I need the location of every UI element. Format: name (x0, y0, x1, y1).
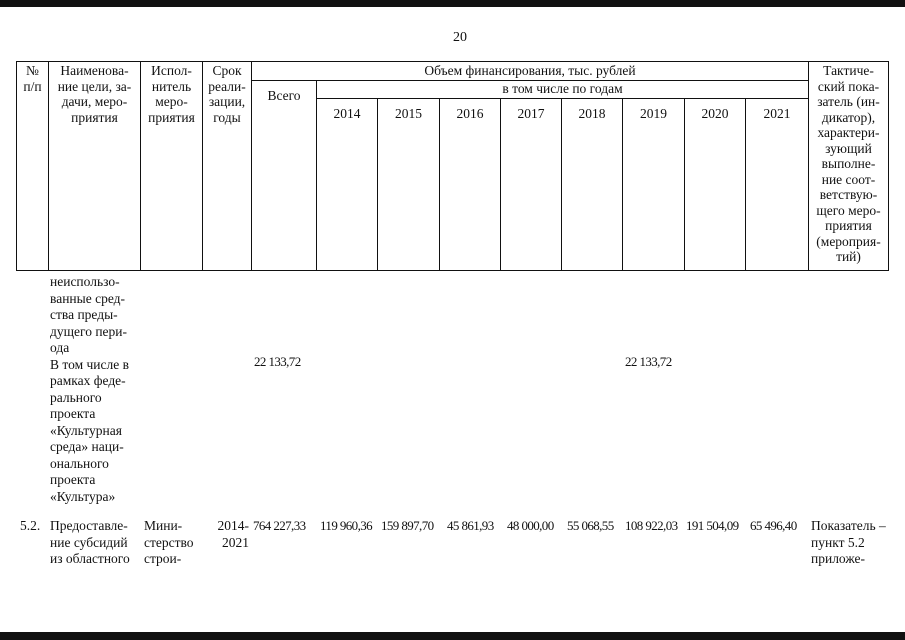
row-term: 2014- 2021 (217, 518, 249, 550)
row-year-value: 191 504,09 (686, 518, 739, 533)
row-year-value: 48 000,00 (507, 518, 554, 533)
page-number: 20 (453, 30, 467, 45)
header-indicator: Тактиче- ский пока- затель (ин- дикатор), характери- зующий выполне- ние соот- ветствую- щего меро- приятия (мероприя- тий) (816, 63, 881, 264)
header-year: 2020 (701, 106, 729, 121)
col-border (561, 98, 562, 271)
row-executor: Мини- стерство строи- (144, 518, 194, 566)
top-border (0, 0, 905, 7)
header-bottom-rule (16, 270, 889, 271)
row-year-value: 65 496,40 (750, 518, 797, 533)
header-year: 2016 (456, 106, 484, 121)
row-number: 5.2. (20, 518, 41, 533)
row-year-value: 45 861,93 (447, 518, 494, 533)
col-border (888, 61, 889, 271)
row-year-value: 119 960,36 (320, 518, 373, 533)
col-border (377, 98, 378, 271)
header-years-group: в том числе по годам (502, 81, 623, 96)
col-border (439, 98, 440, 271)
years-subheader-rule (316, 98, 808, 99)
header-year: 2014 (333, 106, 361, 121)
row-year-value: 55 068,55 (567, 518, 614, 533)
header-year: 2019 (640, 106, 667, 121)
header-total: Всего (267, 88, 301, 103)
header-year: 2021 (763, 106, 791, 121)
row-year-value: 108 922,03 (625, 518, 678, 533)
row-2019-value: 22 133,72 (625, 354, 672, 369)
row-indicator: Показатель – пункт 5.2 приложе- (811, 518, 886, 566)
header-executor: Испол- нитель меро- приятия (148, 63, 195, 125)
header-finance: Объем финансирования, тыс. рублей (424, 63, 636, 78)
header-year: 2017 (517, 106, 545, 121)
bottom-border (0, 632, 905, 640)
row-item-name: Предоставле- ние субсидий из областного (50, 518, 130, 566)
table-top-rule (16, 61, 889, 62)
header-name: Наименова- ние цели, за- дачи, меро- приятия (57, 63, 132, 125)
row-item-name: неиспользо- ванные сред- ства преды- дущего пери- ода В том числе в рамках феде- рального проекта «Культурная среда» наци- онального проекта «Культура» (50, 274, 129, 504)
col-border (500, 98, 501, 271)
row-total-value: 764 227,33 (253, 518, 306, 533)
header-number: № п/п (23, 63, 42, 94)
col-border (622, 98, 623, 271)
row-year-value: 159 897,70 (381, 518, 434, 533)
header-year: 2018 (578, 106, 606, 121)
header-term: Срок реали- зации, годы (208, 63, 246, 125)
header-year: 2015 (395, 106, 422, 121)
col-border (684, 98, 685, 271)
col-border (745, 98, 746, 271)
row-total-value: 22 133,72 (254, 354, 301, 369)
